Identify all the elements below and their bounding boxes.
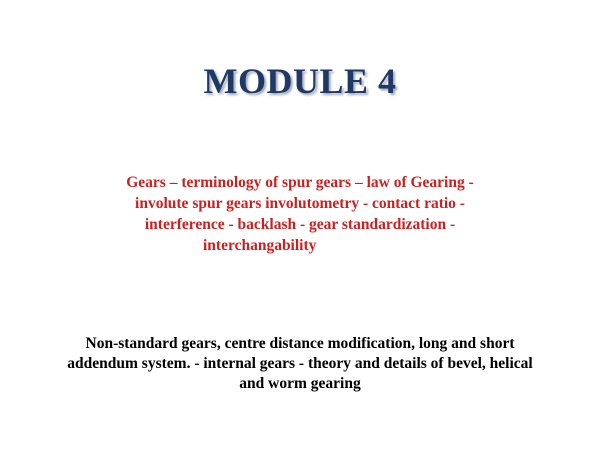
- topics-red-line: involute spur gears involutometry - contact ratio -: [135, 195, 465, 212]
- topics-red-line: Gears – terminology of spur gears – law of Gearing -: [126, 174, 474, 191]
- topics-red-line: interchangability: [203, 237, 317, 254]
- topics-red-paragraph: [85, 172, 515, 256]
- topics-black-line: addendum system. - internal gears - theory and details of bevel, helical: [67, 355, 533, 372]
- topics-black-line: Non-standard gears, centre distance modification, long and short: [85, 335, 515, 352]
- topics-red-line: interference - backlash - gear standardization -: [144, 216, 456, 233]
- topics-black-paragraph: [40, 334, 560, 394]
- topics-black-line: and worm gearing: [239, 375, 361, 392]
- slide-title: MODULE 4: [203, 61, 397, 101]
